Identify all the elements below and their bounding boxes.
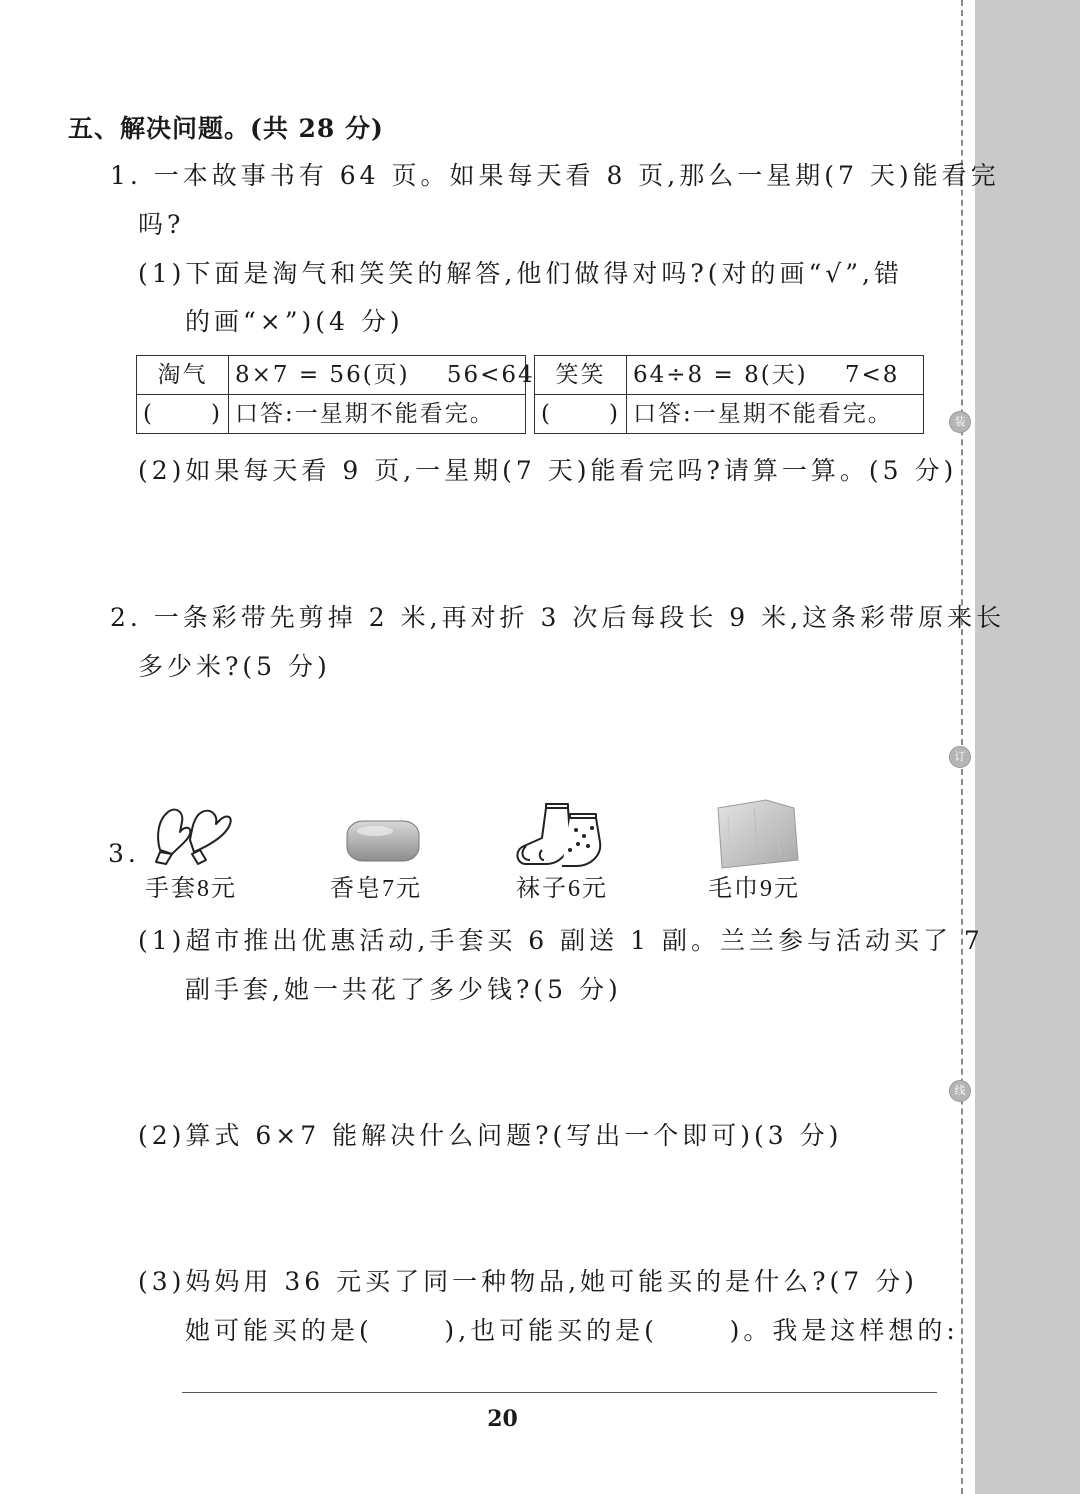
towel-price: 毛巾9元 [708, 876, 800, 902]
xiaoxiao-answer: 口答:一星期不能看完。 [627, 395, 924, 434]
q1-sub1-line1: (1)下面是淘气和笑笑的解答,他们做得对吗?(对的画“√”,错 [138, 259, 903, 288]
taoqi-judgement-blank[interactable] [137, 395, 229, 434]
q1-text-line1: 1. 一本故事书有 64 页。如果每天看 8 页,那么一星期(7 天)能看完 [110, 161, 1000, 190]
xiaoxiao-answer-table [534, 355, 924, 434]
q2-text-line1: 2. 一条彩带先剪掉 2 米,再对折 3 次后每段长 9 米,这条彩带原来长 [110, 603, 1006, 632]
q1-sub1-line2: 的画“×”)(4 分) [185, 307, 404, 336]
binding-mark: 装 [949, 411, 971, 433]
taoqi-name: 淘气 [137, 356, 229, 395]
taoqi-calculation: 8×7 = 56(页) 56<64 [229, 356, 526, 395]
q3-sub3-line2: 她可能买的是( ),也可能买的是( )。我是这样想的: [185, 1316, 959, 1345]
mitten-icon [150, 802, 238, 868]
paren-open: ( [541, 400, 552, 427]
sock-price: 袜子6元 [516, 876, 608, 902]
mitten-price: 手套8元 [145, 876, 237, 902]
towel-icon [714, 798, 800, 870]
paren-close: ) [211, 400, 222, 427]
q1-sub2: (2)如果每天看 9 页,一星期(7 天)能看完吗?请算一算。(5 分) [138, 456, 958, 485]
soap-price: 香皂7元 [330, 876, 422, 902]
xiaoxiao-judgement-blank[interactable] [535, 395, 627, 434]
paren-close: ) [609, 400, 620, 427]
xiaoxiao-name: 笑笑 [535, 356, 627, 395]
q3-sub1-line2: 副手套,她一共花了多少钱?(5 分) [185, 975, 622, 1004]
soap-icon [345, 817, 421, 865]
binding-mark: 订 [949, 746, 971, 768]
binding-margin [975, 0, 1080, 1494]
binding-mark: 线 [949, 1080, 971, 1102]
q3-number: 3. [108, 839, 140, 868]
q3-sub2: (2)算式 6×7 能解决什么问题?(写出一个即可)(3 分) [138, 1121, 843, 1150]
taoqi-answer-table [136, 355, 535, 434]
taoqi-answer: 口答:一星期不能看完。 [229, 395, 526, 434]
page-number: 20 [487, 1406, 518, 1432]
q2-text-line2: 多少米?(5 分) [138, 652, 331, 681]
q1-text-line2: 吗? [138, 210, 185, 239]
q3-sub1-line1: (1)超市推出优惠活动,手套买 6 副送 1 副。兰兰参与活动买了 7 [138, 926, 984, 955]
paren-open: ( [143, 400, 154, 427]
sock-icon [512, 800, 604, 870]
q3-sub3-line1: (3)妈妈用 36 元买了同一种物品,她可能买的是什么?(7 分) [138, 1267, 918, 1296]
xiaoxiao-calculation: 64÷8 = 8(天) 7<8 [627, 356, 924, 395]
footer-rule [182, 1392, 937, 1393]
section-title: 五、解决问题。(共 28 分) [68, 114, 384, 143]
